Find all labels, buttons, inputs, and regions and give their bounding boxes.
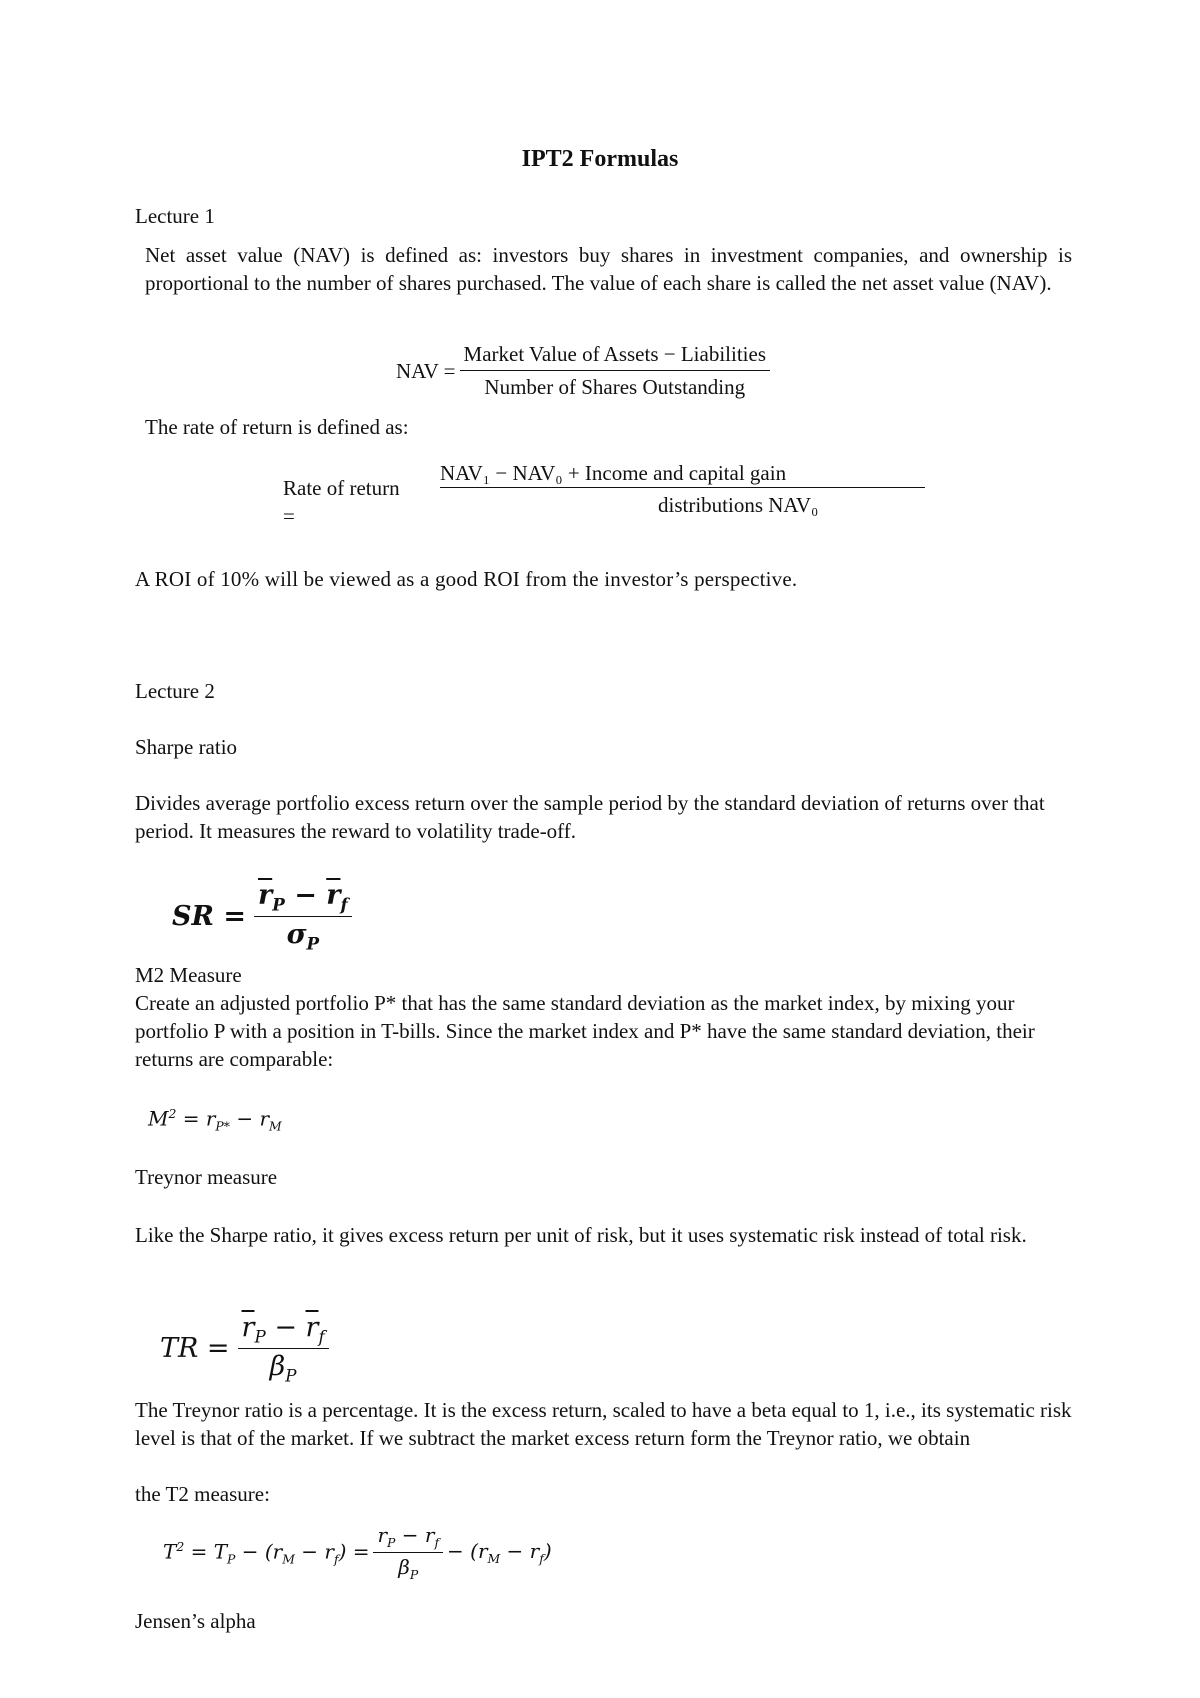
t2-formula	[163, 1523, 552, 1582]
treynor-description: Like the Sharpe ratio, it gives excess return per unit of risk, but it uses systematic risk instead of total risk.	[135, 1223, 1027, 1247]
t2-denominator: $\beta_P$	[398, 1555, 419, 1582]
page-title: IPT2 Formulas	[521, 146, 679, 172]
sharpe-lhs: SR =	[172, 901, 246, 933]
lecture-1-heading: Lecture 1	[135, 204, 215, 228]
m2-expression: $M^2 = r_{P*} - r_M$	[148, 1106, 282, 1134]
sharpe-description: Divides average portfolio excess return over the sample period by the standard deviation of returns over that period. It measures the reward to volatility trade-off.	[135, 791, 1045, 843]
treynor-lhs: TR =	[160, 1333, 230, 1365]
m2-formula	[148, 1106, 282, 1134]
treynor-numerator: $\overline{r}_P - \overline{r}_f$	[238, 1312, 329, 1349]
nav-formula-lhs: NAV =	[396, 358, 456, 383]
roi-note: A ROI of 10% will be viewed as a good ROI from the investor’s perspective.	[135, 567, 798, 591]
sharpe-fraction	[254, 880, 352, 954]
sharpe-denominator: $\sigma_P$	[286, 919, 320, 954]
nav-denominator: Number of Shares Outstanding	[484, 375, 746, 399]
rate-denominator: distributions NAV₀	[658, 493, 819, 517]
treynor-fraction	[238, 1312, 329, 1386]
rate-formula-lhs: Rate of return	[283, 476, 400, 500]
t2-intro: the T2 measure:	[135, 1482, 270, 1506]
nav-numerator: Market Value of Assets − Liabilities	[460, 340, 771, 371]
m2-description: Create an adjusted portfolio P* that has the same standard deviation as the market index, by mixing your portfolio P with a position in T-bills. Since the market index and P* have the same standard deviation, their returns are comparable:	[135, 991, 1035, 1071]
sharpe-formula	[172, 880, 352, 954]
sharpe-numerator: $\overline{r}_P - \overline{r}_f$	[254, 880, 352, 917]
nav-definition: Net asset value (NAV) is defined as: investors buy shares in investment companies, and ownership is proportional to the number of shares purchased. The value of each share is called the net asset value (NAV).	[145, 243, 1072, 295]
rate-intro: The rate of return is defined as:	[145, 415, 409, 439]
t2-description: The Treynor ratio is a percentage. It is the excess return, scaled to have a beta equal to 1, i.e., its systematic risk level is that of the market. If we subtract the market excess return form the Treynor ratio, we obtain	[135, 1398, 1072, 1450]
t2-lhs: $T^2 = T_P - (r_M - r_f)$ =	[163, 1538, 370, 1567]
treynor-heading: Treynor measure	[135, 1165, 278, 1189]
jensen-heading: Jensen’s alpha	[135, 1609, 256, 1633]
rate-numerator: NAV₁ − NAV₀ + Income and capital gain	[440, 461, 787, 485]
treynor-denominator: $\beta_P$	[269, 1351, 297, 1386]
t2-fraction	[373, 1523, 443, 1582]
t2-rhs: − $(r_M - r_f)$	[447, 1539, 552, 1566]
nav-fraction	[460, 340, 771, 401]
nav-formula	[396, 340, 770, 401]
sharpe-heading: Sharpe ratio	[135, 735, 238, 759]
lecture-2-heading: Lecture 2	[135, 679, 215, 703]
rate-formula-equals: =	[283, 504, 295, 528]
m2-heading: M2 Measure	[135, 963, 242, 987]
rate-fraction-bar	[440, 487, 925, 488]
treynor-formula	[160, 1312, 329, 1386]
t2-numerator: $r_P - r_f$	[373, 1523, 443, 1553]
